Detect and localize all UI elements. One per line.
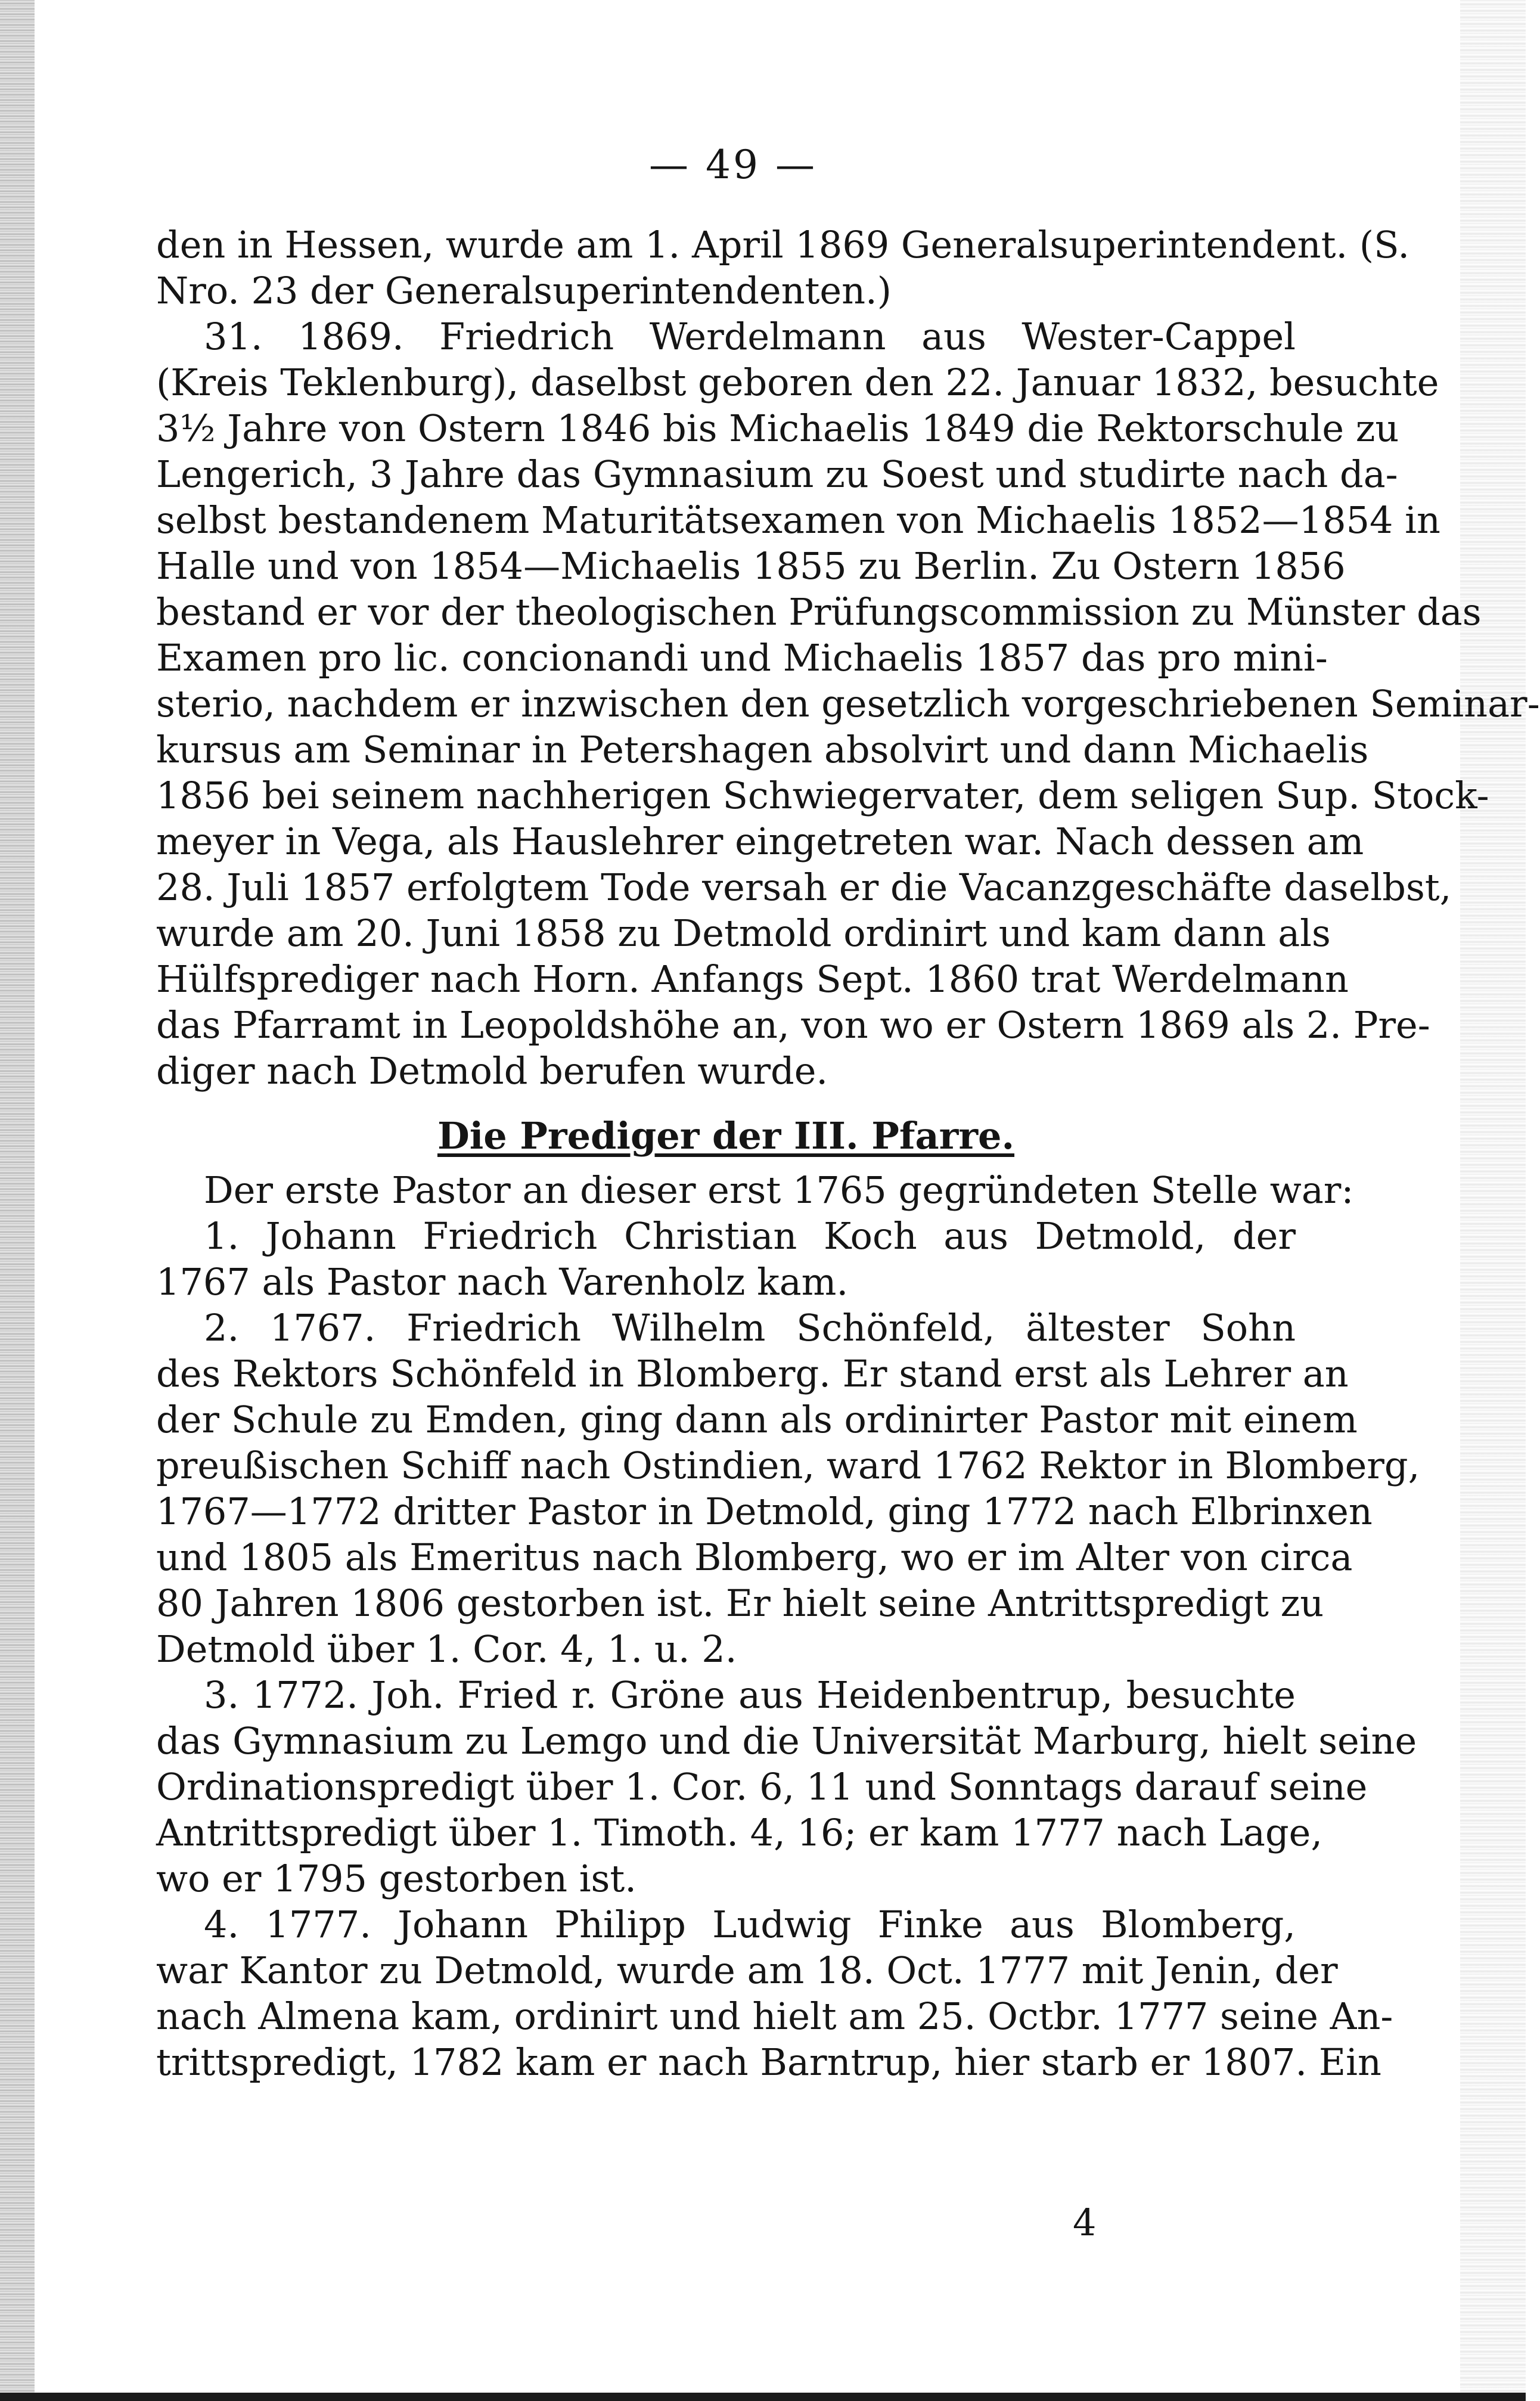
text-line: 2. 1767. Friedrich Wilhelm Schönfeld, ältester Sohn	[204, 1306, 1296, 1350]
text-line: 1856 bei seinem nachherigen Schwiegervater, dem seligen Sup. Stock-	[156, 774, 1489, 817]
text-line: trittspredigt, 1782 kam er nach Barntrup, hier starb er 1807. Ein	[156, 2040, 1381, 2084]
scan-left-edge	[0, 0, 35, 2401]
text-line: Examen pro lic. concionandi und Michaelis 1857 das pro mini-	[156, 636, 1328, 680]
signature-mark: 4	[1073, 2201, 1097, 2244]
scan-right-edge	[1460, 0, 1526, 2401]
section-third-parish	[156, 1167, 1420, 2085]
page-body	[156, 222, 1540, 2085]
text-line: war Kantor zu Detmold, wurde am 18. Oct. 1777 mit Jenin, der	[156, 1949, 1338, 1992]
text-line: preußischen Schiff nach Ostindien, ward 1762 Rektor in Blomberg,	[156, 1444, 1420, 1487]
section-werdelmann	[156, 222, 1540, 1094]
text-line: Antrittspredigt über 1. Timoth. 4, 16; er kam 1777 nach Lage,	[156, 1811, 1323, 1854]
text-line: diger nach Detmold berufen wurde.	[156, 1049, 828, 1093]
text-line: Der erste Pastor an dieser erst 1765 gegründeten Stelle war:	[204, 1168, 1354, 1212]
text-line: 1767 als Pastor nach Varenholz kam.	[156, 1260, 849, 1304]
text-line: und 1805 als Emeritus nach Blomberg, wo er im Alter von circa	[156, 1535, 1353, 1579]
text-line: 80 Jahren 1806 gestorben ist. Er hielt seine Antrittspredigt zu	[156, 1581, 1324, 1625]
text-line: 3½ Jahre von Ostern 1846 bis Michaelis 1849 die Rektorschule zu	[156, 407, 1399, 450]
text-line: 31. 1869. Friedrich Werdelmann aus Wester-Cappel	[204, 315, 1296, 358]
text-line: selbst bestandenem Maturitätsexamen von Michaelis 1852—1854 in	[156, 498, 1440, 542]
text-line: den in Hessen, wurde am 1. April 1869 Generalsuperintendent. (S.	[156, 223, 1410, 266]
text-line: Hülfsprediger nach Horn. Anfangs Sept. 1860 trat Werdelmann	[156, 957, 1349, 1001]
section-heading: Die Prediger der III. Pfarre.	[437, 1114, 1015, 1158]
text-line: (Kreis Teklenburg), daselbst geboren den 22. Januar 1832, besuchte	[156, 361, 1439, 404]
text-line: das Pfarramt in Leopoldshöhe an, von wo er Ostern 1869 als 2. Pre-	[156, 1003, 1430, 1047]
text-line: Halle und von 1854—Michaelis 1855 zu Berlin. Zu Ostern 1856	[156, 544, 1346, 588]
text-line: wurde am 20. Juni 1858 zu Detmold ordinirt und kam dann als	[156, 911, 1331, 955]
text-line: 4. 1777. Johann Philipp Ludwig Finke aus Blomberg,	[204, 1903, 1296, 1946]
text-line: Detmold über 1. Cor. 4, 1. u. 2.	[156, 1627, 737, 1671]
page-number: — 49 —	[649, 142, 817, 188]
text-line: Lengerich, 3 Jahre das Gymnasium zu Soest und studirte nach da-	[156, 452, 1398, 496]
text-line: sterio, nachdem er inzwischen den gesetzlich vorgeschriebenen Seminar-	[156, 682, 1540, 725]
text-line: bestand er vor der theologischen Prüfungscommission zu Münster das	[156, 590, 1482, 634]
text-line: wo er 1795 gestorben ist.	[156, 1857, 637, 1900]
text-line: Nro. 23 der Generalsuperintendenten.)	[156, 269, 892, 312]
text-line: des Rektors Schönfeld in Blomberg. Er stand erst als Lehrer an	[156, 1352, 1349, 1395]
text-line: Ordinationspredigt über 1. Cor. 6, 11 und Sonntags darauf seine	[156, 1765, 1368, 1808]
text-line: das Gymnasium zu Lemgo und die Universität Marburg, hielt seine	[156, 1719, 1417, 1763]
text-line: 28. Juli 1857 erfolgtem Tode versah er die Vacanzgeschäfte daselbst,	[156, 866, 1452, 909]
text-line: 3. 1772. Joh. Fried r. Gröne aus Heidenbentrup, besuchte	[204, 1673, 1296, 1717]
text-line: der Schule zu Emden, ging dann als ordinirter Pastor mit einem	[156, 1398, 1358, 1441]
text-line: meyer in Vega, als Hauslehrer eingetreten war. Nach dessen am	[156, 820, 1364, 863]
scan-bottom-border	[0, 2393, 1526, 2401]
text-line: nach Almena kam, ordinirt und hielt am 25. Octbr. 1777 seine An-	[156, 1994, 1393, 2038]
text-line: kursus am Seminar in Petershagen absolvirt und dann Michaelis	[156, 728, 1369, 771]
text-line: 1. Johann Friedrich Christian Koch aus Detmold, der	[204, 1214, 1296, 1258]
text-line: 1767—1772 dritter Pastor in Detmold, ging 1772 nach Elbrinxen	[156, 1490, 1373, 1533]
